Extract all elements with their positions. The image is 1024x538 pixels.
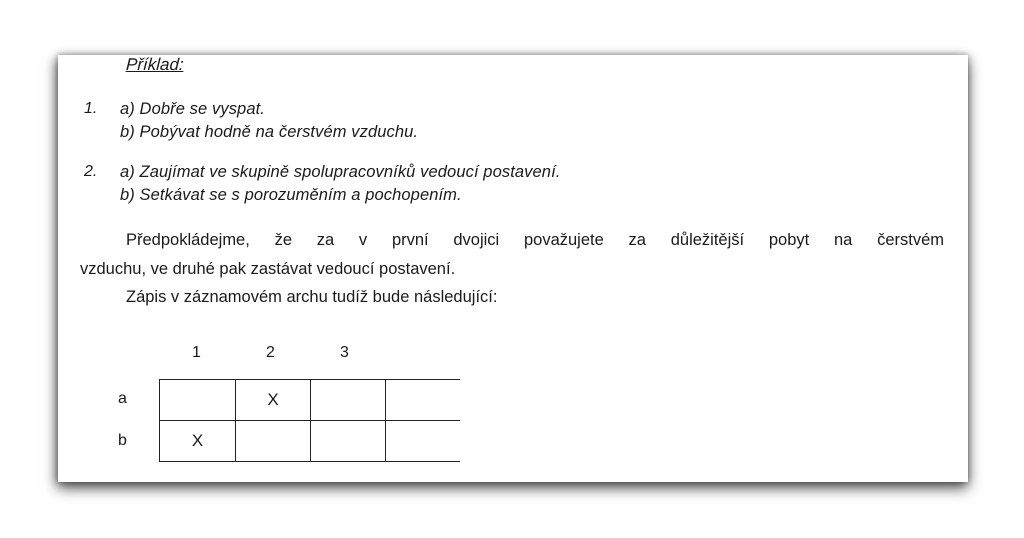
table-cell-a2: X [236,380,311,421]
column-header-3: 3 [340,344,349,361]
table-cell-a1 [160,380,236,421]
table-row [160,421,461,462]
row-header-b: b [118,432,127,449]
item-1-number: 1. [84,100,98,117]
item-2-option-b: b) Setkávat se s porozuměním a pochopením. [120,186,462,204]
item-1-option-a: a) Dobře se vyspat. [120,100,265,118]
example-heading: Příklad: [125,55,185,74]
table-cell-b2 [236,421,311,462]
row-header-a: a [118,390,127,407]
paragraph-line-2: vzduchu, ve druhé pak zastávat vedoucí postavení. [80,260,456,278]
paragraph-line-1: Předpokládejme, že za v první dvojici považujete za důležitější pobyt na čerstvém [126,231,944,249]
table-row [160,380,461,421]
column-header-2: 2 [266,344,275,361]
item-2-number: 2. [84,163,98,180]
table-cell-a4 [386,380,461,421]
table-cell-b3 [311,421,386,462]
table-cell-b1: X [160,421,236,462]
record-sheet-table [159,379,460,462]
item-1-option-b: b) Pobývat hodně na čerstvém vzduchu. [120,123,419,141]
table-cell-a3 [311,380,386,421]
item-2-option-a: a) Zaujímat ve skupině spolupracovníků vedoucí postavení. [120,163,561,181]
column-header-1: 1 [192,344,201,361]
scanned-document-page [58,55,968,482]
table-cell-b4 [386,421,461,462]
paragraph-line-3: Zápis v záznamovém archu tudíž bude následující: [126,288,498,306]
